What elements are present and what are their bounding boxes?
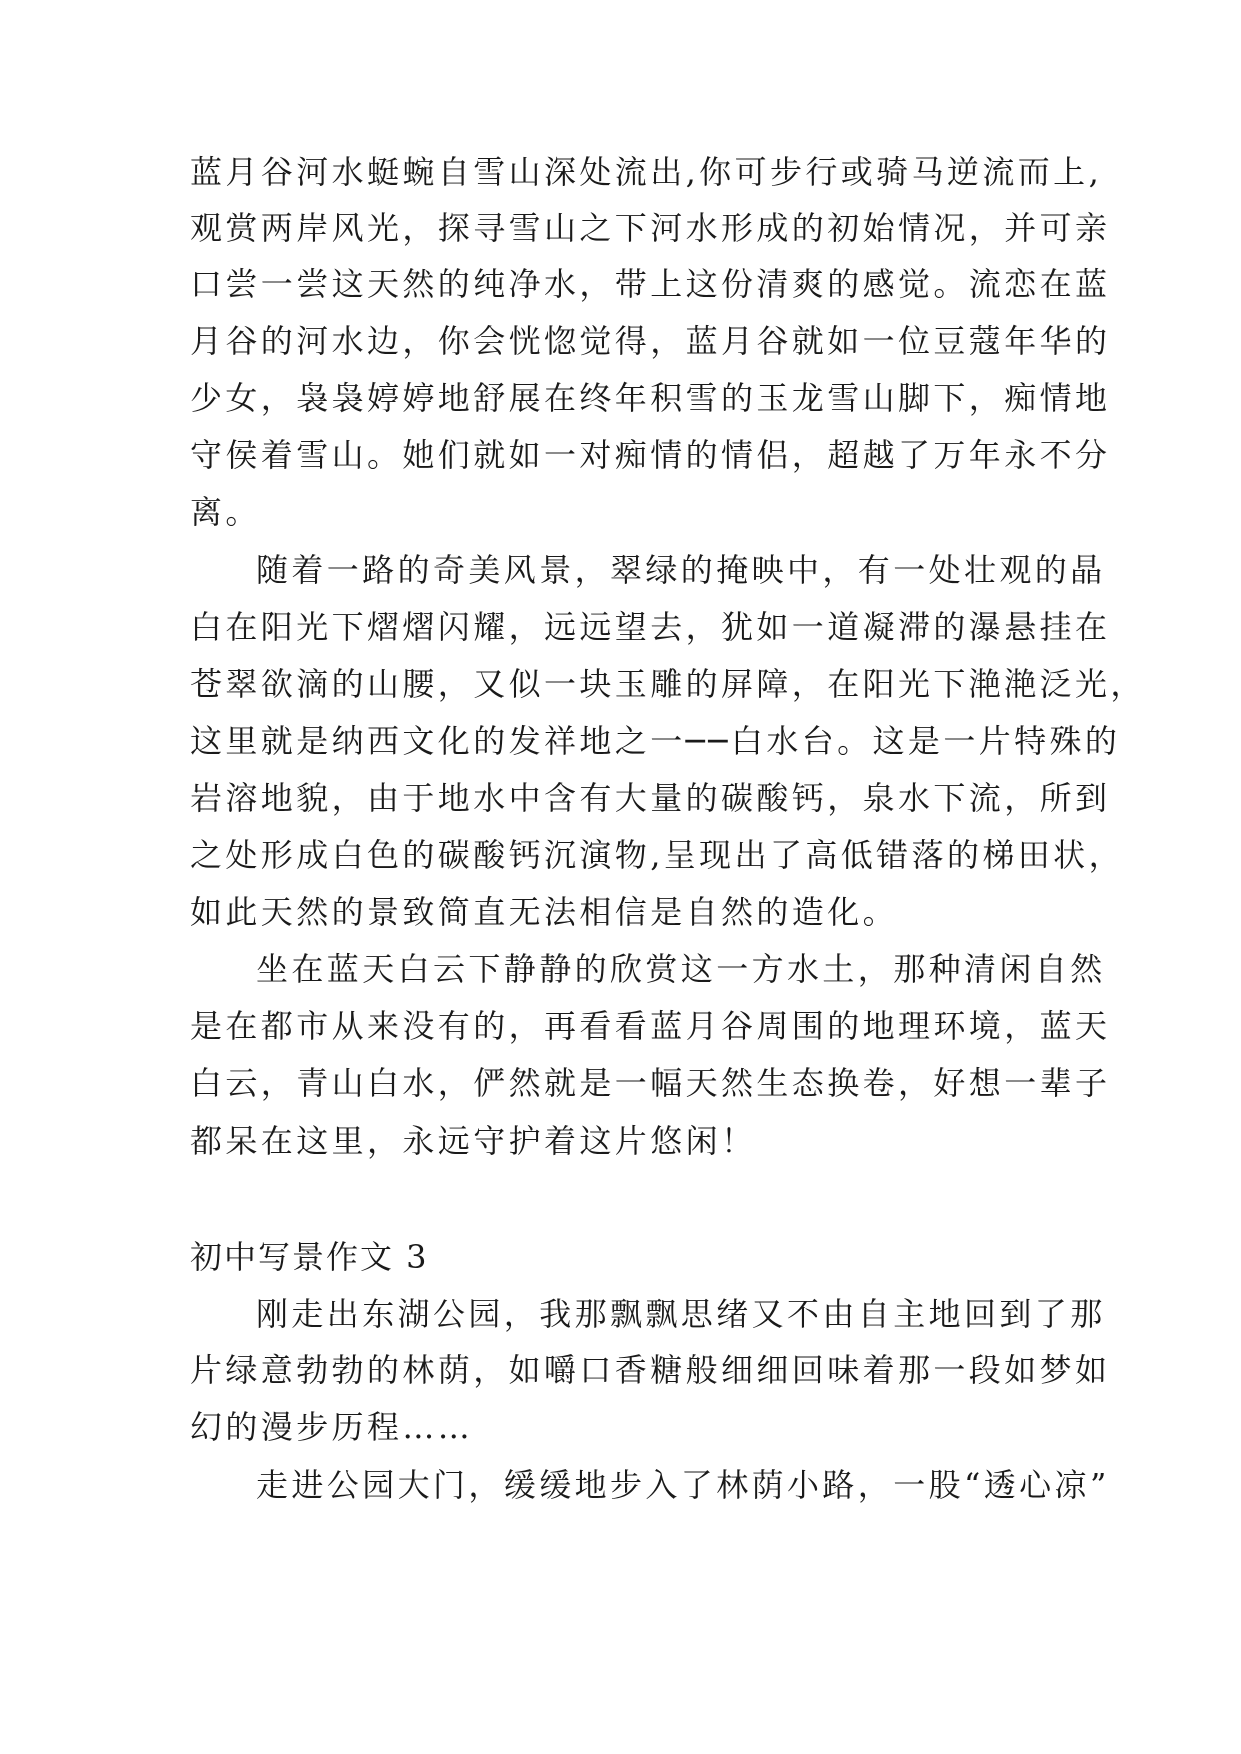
paragraph-line: 幻的漫步历程…… xyxy=(190,1408,474,1446)
paragraph-line: 是在都市从来没有的，再看看蓝月谷周围的地理环境，蓝天 xyxy=(190,1007,1111,1045)
paragraph-line: 坐在蓝天白云下静静的欣赏这一方水土，那种清闲自然 xyxy=(256,950,1106,988)
paragraph-line: 蓝月谷河水蜓蜿自雪山深处流出,你可步行或骑马逆流而上, xyxy=(190,153,1103,191)
paragraph-line: 刚走出东湖公园，我那飘飘思绪又不由自主地回到了那 xyxy=(256,1295,1106,1333)
paragraph-line: 岩溶地貌，由于地水中含有大量的碳酸钙，泉水下流，所到 xyxy=(190,779,1111,817)
paragraph-line: 月谷的河水边，你会恍惚觉得，蓝月谷就如一位豆蔻年华的 xyxy=(190,322,1111,360)
paragraph-line: 如此天然的景致简直无法相信是自然的造化。 xyxy=(190,893,899,931)
paragraph-line: 片绿意勃勃的林荫，如嚼口香糖般细细回味着那一段如梦如 xyxy=(190,1351,1111,1389)
paragraph-line: 口尝一尝这天然的纯净水，带上这份清爽的感觉。流恋在蓝 xyxy=(190,265,1111,303)
paragraph-line: 随着一路的奇美风景，翠绿的掩映中，有一处壮观的晶 xyxy=(256,551,1106,589)
paragraph-line: 白云，青山白水，俨然就是一幅天然生态换卷，好想一辈子 xyxy=(190,1064,1111,1102)
paragraph-line: 走进公园大门，缓缓地步入了林荫小路，一股“透心凉” xyxy=(256,1466,1110,1504)
paragraph-line: 观赏两岸风光，探寻雪山之下河水形成的初始情况，并可亲 xyxy=(190,209,1111,247)
section-heading: 初中写景作文 3 xyxy=(190,1238,429,1276)
paragraph-line: 守侯着雪山。她们就如一对痴情的情侣，超越了万年永不分 xyxy=(190,436,1111,474)
paragraph-line: 之处形成白色的碳酸钙沉演物,呈现出了高低错落的梯田状， xyxy=(190,836,1124,874)
paragraph-line: 这里就是纳西文化的发祥地之一──白水台。这是一片特殊的 xyxy=(190,722,1121,760)
paragraph-line: 白在阳光下熠熠闪耀，远远望去，犹如一道凝滞的瀑悬挂在 xyxy=(190,608,1111,646)
paragraph-line: 都呆在这里，永远守护着这片悠闲！ xyxy=(190,1122,757,1160)
paragraph-line: 苍翠欲滴的山腰，又似一块玉雕的屏障，在阳光下滟滟泛光， xyxy=(190,665,1146,703)
paragraph-line: 离。 xyxy=(190,493,261,531)
paragraph-line: 少女，袅袅婷婷地舒展在终年积雪的玉龙雪山脚下，痴情地 xyxy=(190,379,1111,417)
